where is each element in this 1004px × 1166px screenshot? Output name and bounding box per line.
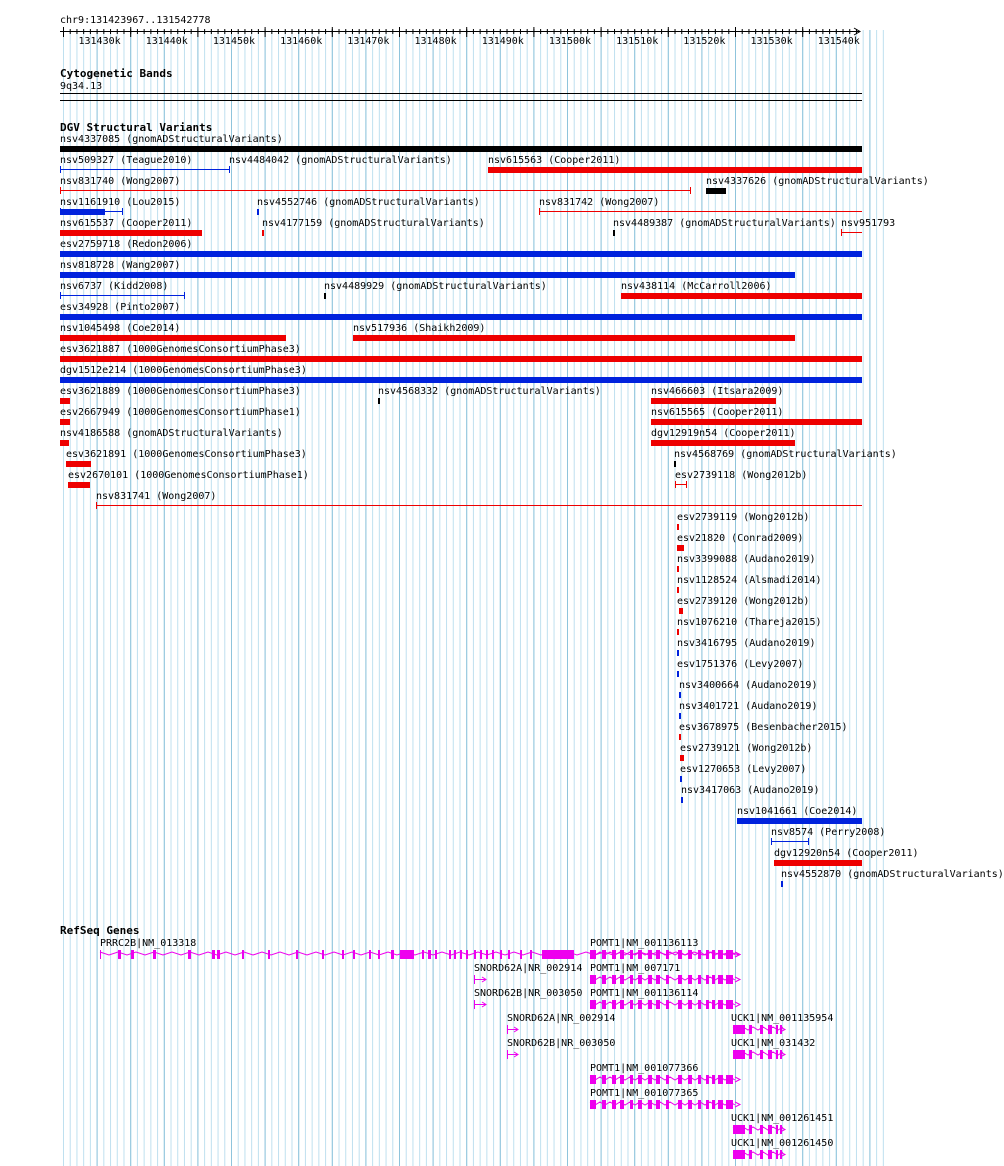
refseq-gene-label[interactable]: POMT1|NM_007171 [590,963,681,974]
dgv-feature-label[interactable]: nsv3400664 (Audano2019) [679,680,818,691]
ruler-tick-label: 131520k [683,36,726,47]
ruler-tick-label: 131460k [280,36,323,47]
ruler-tick-label: 131540k [817,36,860,47]
dgv-feature-label[interactable]: nsv4484042 (gnomADStructuralVariants) [229,155,452,166]
refseq-gene-label[interactable]: SNORD62A|NR_002914 [474,963,583,974]
dgv-feature-label[interactable]: nsv615563 (Cooper2011) [488,155,621,166]
dgv-feature-label[interactable]: dgv1512e214 (1000GenomesConsortiumPhase3) [60,365,307,376]
dgv-feature-label[interactable]: nsv4568769 (gnomADStructuralVariants) [674,449,897,460]
refseq-gene-label[interactable]: SNORD62B|NR_003050 [507,1038,616,1049]
dgv-feature-label[interactable]: esv3621889 (1000GenomesConsortiumPhase3) [60,386,301,397]
dgv-feature-label[interactable]: nsv818728 (Wang2007) [60,260,181,271]
dgv-feature-label[interactable]: nsv4552746 (gnomADStructuralVariants) [257,197,480,208]
dgv-feature-label[interactable]: nsv1161910 (Lou2015) [60,197,181,208]
refseq-gene-label[interactable]: POMT1|NM_001077365 [590,1088,699,1099]
dgv-feature-label[interactable]: nsv4568332 (gnomADStructuralVariants) [378,386,601,397]
dgv-feature-label[interactable]: nsv3399088 (Audano2019) [677,554,816,565]
dgv-feature-label[interactable]: esv34928 (Pinto2007) [60,302,181,313]
ruler-tick-label: 131490k [481,36,524,47]
refseq-gene-label[interactable]: UCK1|NM_031432 [731,1038,816,1049]
ruler-tick-label: 131500k [548,36,592,47]
dgv-feature-label[interactable]: nsv3416795 (Audano2019) [677,638,816,649]
dgv-feature-label[interactable]: dgv12920n54 (Cooper2011) [774,848,919,859]
refseq-gene-label[interactable]: UCK1|NM_001135954 [731,1013,834,1024]
ruler-tick-label: 131450k [212,36,256,47]
refseq-gene-label[interactable]: UCK1|NM_001261450 [731,1138,834,1149]
ruler-tick-label: 131440k [145,36,188,47]
dgv-feature-label[interactable]: nsv4337085 (gnomADStructuralVariants) [60,134,283,145]
dgv-feature-label[interactable]: nsv615537 (Cooper2011) [60,218,193,229]
dgv-feature-label[interactable]: nsv438114 (McCarroll2006) [621,281,772,292]
dgv-feature-label[interactable]: esv2667949 (1000GenomesConsortiumPhase1) [60,407,301,418]
dgv-feature-label[interactable]: nsv4552870 (gnomADStructuralVariants) [781,869,1004,880]
ruler-tick-label: 131430k [78,36,121,47]
dgv-feature-label[interactable]: esv3621887 (1000GenomesConsortiumPhase3) [60,344,301,355]
dgv-feature-label[interactable]: esv2739118 (Wong2012b) [675,470,808,481]
dgv-track-title: DGV Structural Variants [60,121,213,134]
dgv-feature-label[interactable]: nsv1076210 (Thareja2015) [677,617,822,628]
refseq-gene-label[interactable]: POMT1|NM_001136113 [590,938,699,949]
dgv-feature-label[interactable]: nsv1045498 (Coe2014) [60,323,181,334]
dgv-feature-label[interactable]: esv3678975 (Besenbacher2015) [679,722,848,733]
ruler-tick-label: 131470k [347,36,390,47]
dgv-feature-label[interactable]: nsv4186588 (gnomADStructuralVariants) [60,428,283,439]
dgv-feature-label[interactable]: esv2739119 (Wong2012b) [677,512,810,523]
dgv-feature-label[interactable]: esv2759718 (Redon2006) [60,239,193,250]
refseq-gene-label[interactable]: POMT1|NM_001136114 [590,988,699,999]
dgv-feature-label[interactable]: nsv8574 (Perry2008) [771,827,886,838]
dgv-feature-label[interactable]: esv1270653 (Levy2007) [680,764,807,775]
dgv-feature-label[interactable]: nsv831740 (Wong2007) [60,176,181,187]
ruler-tick-label: 131510k [616,36,659,47]
ruler-tick-label: 131530k [750,36,793,47]
cytoband-label: 9q34.13 [60,81,103,92]
dgv-feature-label[interactable]: nsv3401721 (Audano2019) [679,701,818,712]
refseq-gene-label[interactable]: UCK1|NM_001261451 [731,1113,834,1124]
dgv-feature-label[interactable]: nsv4177159 (gnomADStructuralVariants) [262,218,485,229]
dgv-feature-label[interactable]: esv21820 (Conrad2009) [677,533,804,544]
cytoband-track-title: Cytogenetic Bands [60,67,173,80]
dgv-feature-label[interactable]: nsv6737 (Kidd2008) [60,281,169,292]
refseq-gene-label[interactable]: SNORD62B|NR_003050 [474,988,583,999]
dgv-feature-label[interactable]: esv2739121 (Wong2012b) [680,743,813,754]
dgv-feature-label[interactable]: nsv831741 (Wong2007) [96,491,217,502]
ruler-tick-label: 131480k [414,36,457,47]
dgv-feature-label[interactable]: dgv12919n54 (Cooper2011) [651,428,796,439]
dgv-feature-label[interactable]: nsv1128524 (Alsmadi2014) [677,575,822,586]
dgv-feature-label[interactable]: nsv466603 (Itsara2009) [651,386,784,397]
location-label: chr9:131423967..131542778 [60,15,211,26]
refseq-gene-label[interactable]: PRRC2B|NM_013318 [100,938,197,949]
dgv-feature-label[interactable]: nsv951793 [841,218,896,229]
dgv-feature-label[interactable]: nsv4337626 (gnomADStructuralVariants) [706,176,929,187]
dgv-feature-label[interactable]: nsv615565 (Cooper2011) [651,407,784,418]
dgv-feature-label[interactable]: nsv831742 (Wong2007) [539,197,660,208]
dgv-feature-label[interactable]: nsv1041661 (Coe2014) [737,806,858,817]
dgv-feature-label[interactable]: nsv3417063 (Audano2019) [681,785,820,796]
dgv-feature-label[interactable]: nsv4489929 (gnomADStructuralVariants) [324,281,547,292]
refseq-gene-label[interactable]: POMT1|NM_001077366 [590,1063,699,1074]
dgv-feature-label[interactable]: nsv509327 (Teague2010) [60,155,193,166]
refseq-track-title: RefSeq Genes [60,924,140,937]
dgv-feature-label[interactable]: esv2739120 (Wong2012b) [677,596,810,607]
refseq-gene-label[interactable]: SNORD62A|NR_002914 [507,1013,616,1024]
dgv-feature-label[interactable]: esv2670101 (1000GenomesConsortiumPhase1) [68,470,309,481]
dgv-feature-label[interactable]: esv3621891 (1000GenomesConsortiumPhase3) [66,449,307,460]
dgv-feature-label[interactable]: nsv517936 (Shaikh2009) [353,323,486,334]
dgv-feature-label[interactable]: esv1751376 (Levy2007) [677,659,804,670]
dgv-feature-label[interactable]: nsv4489387 (gnomADStructuralVariants) [613,218,836,229]
